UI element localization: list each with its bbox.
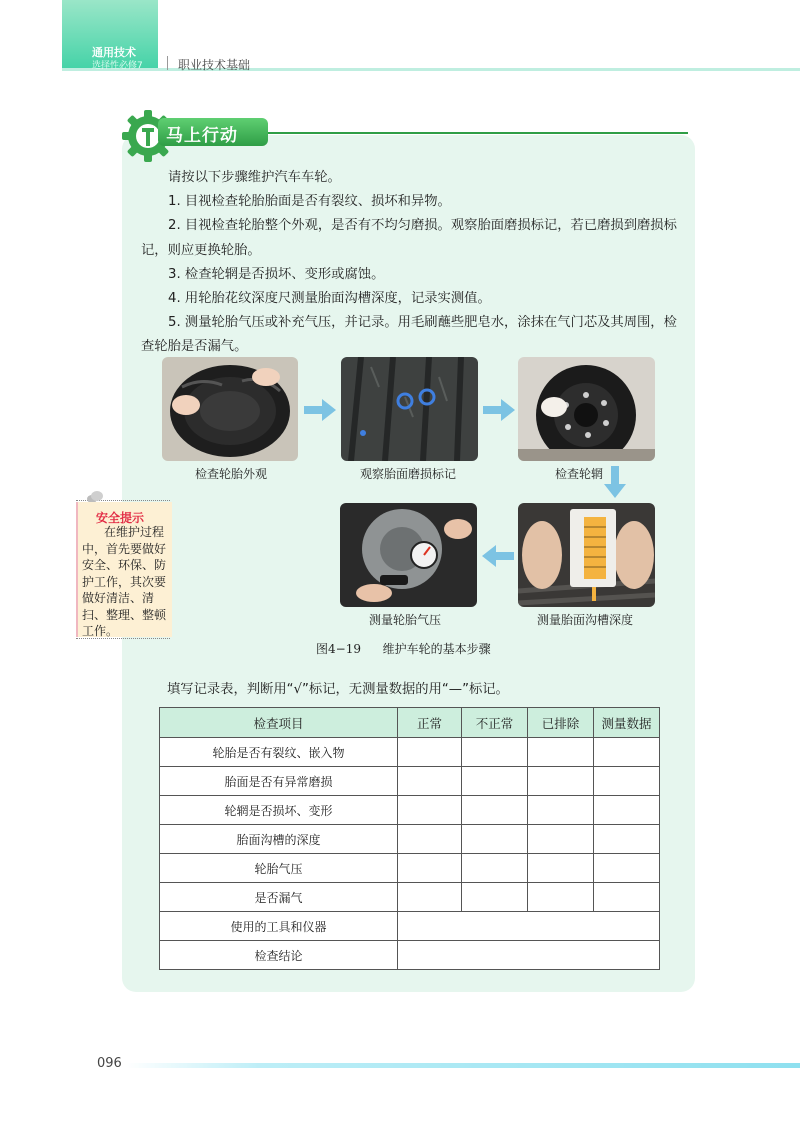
figure-number: 图4−19 <box>316 642 361 656</box>
table-cell-wide[interactable] <box>398 912 660 941</box>
table-cell[interactable] <box>594 738 660 767</box>
table-cell[interactable] <box>462 738 528 767</box>
footer-rule <box>126 1063 800 1068</box>
table-cell[interactable] <box>594 883 660 912</box>
section-title: 马上行动 <box>166 126 238 146</box>
row-label: 使用的工具和仪器 <box>160 912 398 941</box>
table-row <box>160 767 660 796</box>
col-header-normal: 正常 <box>398 708 462 738</box>
figure-caption <box>316 640 491 657</box>
row-label: 胎面沟槽的深度 <box>160 825 398 854</box>
instructions-intro: 请按以下步骤维护汽车车轮。 <box>168 170 341 185</box>
header-series: 通用技术 <box>92 46 136 59</box>
row-label: 检查结论 <box>160 941 398 970</box>
caption-rim: 检查轮辋 <box>555 467 604 481</box>
step-1: 1. 目视检查轮胎胎面是否有裂纹、损坏和异物。 <box>168 194 451 210</box>
col-header-item: 检查项目 <box>160 708 398 738</box>
table-cell[interactable] <box>528 854 594 883</box>
table-cell[interactable] <box>398 854 462 883</box>
header-rule <box>62 68 800 71</box>
arrow-left-icon <box>482 545 514 567</box>
table-cell[interactable] <box>462 825 528 854</box>
table-cell[interactable] <box>528 883 594 912</box>
photo-tread-wear <box>341 357 478 461</box>
row-label: 轮胎气压 <box>160 854 398 883</box>
table-cell[interactable] <box>398 883 462 912</box>
table-cell[interactable] <box>528 796 594 825</box>
arrow-down-icon <box>604 466 626 498</box>
table-row <box>160 825 660 854</box>
table-cell[interactable] <box>462 883 528 912</box>
table-cell[interactable] <box>594 825 660 854</box>
table-cell[interactable] <box>462 796 528 825</box>
table-cell[interactable] <box>528 767 594 796</box>
arrow-right-icon <box>483 399 515 421</box>
table-cell[interactable] <box>398 825 462 854</box>
table-cell[interactable] <box>528 738 594 767</box>
table-row <box>160 941 660 970</box>
table-cell-wide[interactable] <box>398 941 660 970</box>
col-header-resolved: 已排除 <box>528 708 594 738</box>
instructions <box>141 166 686 360</box>
table-row <box>160 912 660 941</box>
safety-tip-box <box>76 502 172 637</box>
figure-title: 维护车轮的基本步骤 <box>382 642 491 656</box>
table-cell[interactable] <box>594 796 660 825</box>
safety-tip-title: 安全提示 <box>96 511 145 525</box>
caption-wear: 观察胎面磨损标记 <box>360 467 457 481</box>
table-row <box>160 883 660 912</box>
table-row <box>160 796 660 825</box>
table-cell[interactable] <box>462 767 528 796</box>
table-cell[interactable] <box>398 767 462 796</box>
tip-bottom-border <box>76 638 170 639</box>
row-label: 轮辋是否损坏、变形 <box>160 796 398 825</box>
step-5: 5. 测量轮胎气压或补充气压，并记录。用毛刷蘸些肥皂水，涂抹在气门芯及其周围，检查轮胎是否漏气。 <box>141 315 677 355</box>
page-number: 096 <box>97 1056 122 1071</box>
table-cell[interactable] <box>594 854 660 883</box>
fill-instruction: 填写记录表，判断用“√”标记，无测量数据的用“—”标记。 <box>167 682 509 697</box>
header-separator <box>167 56 168 70</box>
row-label: 胎面是否有异常磨损 <box>160 767 398 796</box>
table-cell[interactable] <box>398 796 462 825</box>
safety-tip-text: 在维护过程中，首先要做好安全、环保、防护工作，其次要做好清洁、清扫、整理、整顿工作。 <box>82 525 167 638</box>
table-header-row <box>160 708 660 738</box>
table-cell[interactable] <box>528 825 594 854</box>
record-table <box>159 707 660 970</box>
table-cell[interactable] <box>398 738 462 767</box>
table-row <box>160 854 660 883</box>
col-header-abnormal: 不正常 <box>462 708 528 738</box>
photo-tire-inspection <box>162 357 298 461</box>
photo-tread-depth-gauge <box>518 503 655 607</box>
caption-depth: 测量胎面沟槽深度 <box>537 613 634 627</box>
caption-tire: 检查轮胎外观 <box>195 467 268 481</box>
step-3: 3. 检查轮辋是否损坏、变形或腐蚀。 <box>168 266 385 282</box>
section-title-rule <box>268 132 688 134</box>
col-header-measurement: 测量数据 <box>594 708 660 738</box>
step-4: 4. 用轮胎花纹深度尺测量胎面沟槽深度，记录实测值。 <box>168 291 491 307</box>
header-subseries: 选择性必修7 <box>92 61 143 71</box>
photo-rim-inspection <box>518 357 655 461</box>
step-2: 2. 目视检查轮胎整个外观，是否有不均匀磨损。观察胎面磨损标记，若已磨损到磨损标记，则应更换轮胎。 <box>141 218 677 258</box>
row-label: 是否漏气 <box>160 883 398 912</box>
photo-pressure-gauge <box>340 503 477 607</box>
arrow-right-icon <box>304 399 336 421</box>
caption-pressure: 测量轮胎气压 <box>369 613 442 627</box>
row-label: 轮胎是否有裂纹、嵌入物 <box>160 738 398 767</box>
table-cell[interactable] <box>462 854 528 883</box>
table-row <box>160 738 660 767</box>
table-cell[interactable] <box>594 767 660 796</box>
header-book-title: 职业技术基础 <box>178 58 251 72</box>
